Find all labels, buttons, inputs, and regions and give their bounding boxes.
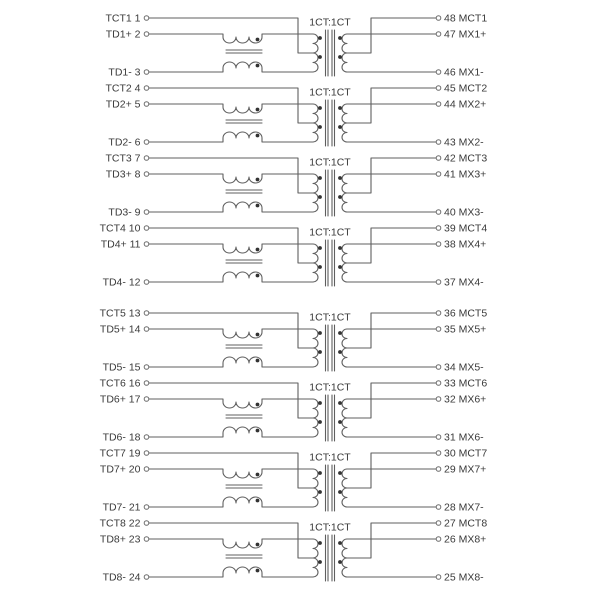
polarity-dot [256,499,260,503]
pin-label-right: 33 MCT6 [444,377,488,390]
pin-terminal [436,435,441,440]
pin-label-left: TD1+ 2 [105,28,141,41]
pin-label-right: 46 MX1- [444,66,484,79]
wire-mct [347,228,436,263]
polarity-dot [338,55,342,59]
choke-top-winding [149,34,313,43]
pin-terminal [144,435,149,440]
pin-label-left: TD8+ 23 [99,533,141,546]
common-mode-choke [149,104,313,142]
polarity-dot [318,541,322,545]
pin-label-left: TCT4 10 [99,222,141,235]
choke-bottom-winding [149,62,313,72]
polarity-dot [256,248,260,252]
common-mode-choke [149,539,313,577]
wire-tct [149,158,313,193]
polarity-dot [318,246,322,250]
transformer [309,452,351,512]
choke-top-winding [149,174,313,183]
pin-label-right: 42 MCT3 [444,152,488,165]
transformer-ratio-label: 1CT:1CT [309,156,351,169]
pin-terminal [436,16,441,21]
pin-label-right: 31 MX6- [444,431,484,444]
secondary-winding [342,399,347,437]
polarity-dot [256,38,260,42]
pin-label-left: TCT1 1 [105,12,141,25]
transformer [309,227,351,287]
polarity-dot [338,106,342,110]
pin-label-left: TD2+ 5 [105,98,141,111]
pin-label-left: TCT8 22 [99,517,141,530]
wire-mct [347,383,436,418]
pin-terminal [144,16,149,21]
polarity-dot [318,265,322,269]
pin-label-right: 36 MCT5 [444,307,488,320]
pin-label-left: TD2- 6 [108,136,141,149]
polarity-dot [256,543,260,547]
pin-terminal [144,156,149,161]
polarity-dot [256,429,260,433]
pin-label-left: TD3+ 8 [105,168,141,181]
wire-tct [149,228,313,263]
pin-terminal [144,381,149,386]
transformer [309,522,351,582]
pin-terminal [144,467,149,472]
pin-terminal [144,365,149,370]
common-mode-choke [149,329,313,367]
polarity-dot [318,560,322,564]
polarity-dot [256,473,260,477]
pin-terminal [144,226,149,231]
pin-label-right: 45 MCT2 [444,82,488,95]
pin-terminal [144,505,149,510]
pin-terminal [436,156,441,161]
pin-label-left: TD6- 18 [102,431,141,444]
pin-label-right: 37 MX4- [444,276,484,289]
pin-terminal [436,327,441,332]
choke-bottom-winding [149,427,313,437]
transformer [309,312,351,372]
transformer-ratio-label: 1CT:1CT [309,16,351,29]
pin-label-left: TD8- 24 [102,571,141,584]
polarity-dot [256,134,260,138]
secondary-winding [342,104,347,142]
primary-winding [313,539,318,577]
wire-tct [149,18,313,53]
common-mode-choke [149,244,313,282]
channel-group [100,308,488,374]
polarity-dot [338,125,342,129]
pin-terminal [144,327,149,332]
pin-label-left: TCT7 19 [99,447,141,460]
pin-label-left: TD7- 21 [102,501,141,514]
pin-label-right: 38 MX4+ [444,238,487,251]
pin-label-left: TCT6 16 [99,377,141,390]
channel-group [100,223,488,289]
transformer-ratio-label: 1CT:1CT [309,311,351,324]
pin-terminal [436,172,441,177]
polarity-dot [256,569,260,573]
pin-label-left: TCT3 7 [105,152,141,165]
pin-terminal [436,242,441,247]
common-mode-choke [149,399,313,437]
pin-terminal [144,311,149,316]
polarity-dot [256,178,260,182]
polarity-dot [338,36,342,40]
choke-bottom-winding [149,567,313,577]
pin-label-right: 34 MX5- [444,361,484,374]
pin-terminal [144,86,149,91]
pin-label-left: TD6+ 17 [99,393,141,406]
pin-label-right: 44 MX2+ [444,98,487,111]
choke-top-winding [149,539,313,548]
pin-terminal [436,86,441,91]
pin-terminal [436,365,441,370]
primary-winding [313,469,318,507]
secondary-winding [342,329,347,367]
pin-terminal [436,505,441,510]
polarity-dot [338,246,342,250]
channel-group [105,13,487,79]
polarity-dot [338,420,342,424]
pin-label-left: TD5+ 14 [99,323,141,336]
pin-label-right: 47 MX1+ [444,28,487,41]
polarity-dot [256,108,260,112]
secondary-winding [342,244,347,282]
polarity-dot [338,350,342,354]
pin-label-right: 39 MCT4 [444,222,488,235]
pin-label-right: 48 MCT1 [444,12,488,25]
polarity-dot [256,333,260,337]
pin-label-left: TD5- 15 [102,361,141,374]
pin-terminal [436,102,441,107]
polarity-dot [338,195,342,199]
pin-terminal [144,32,149,37]
pin-terminal [144,575,149,580]
wire-mct [347,523,436,558]
transformer-ratio-label: 1CT:1CT [309,381,351,394]
pin-terminal [144,70,149,75]
pin-label-right: 27 MCT8 [444,517,488,530]
wire-mct [347,158,436,193]
secondary-winding [342,469,347,507]
primary-winding [313,329,318,367]
polarity-dot [318,176,322,180]
pin-terminal [436,226,441,231]
pin-terminal [436,210,441,215]
pin-terminal [436,451,441,456]
primary-winding [313,104,318,142]
common-mode-choke [149,174,313,212]
channel-group [105,153,487,219]
pin-terminal [144,451,149,456]
choke-bottom-winding [149,132,313,142]
channel-group [100,448,488,514]
pin-terminal [436,70,441,75]
polarity-dot [338,490,342,494]
choke-bottom-winding [149,272,313,282]
channel-group [105,83,487,149]
pin-label-left: TD7+ 20 [99,463,141,476]
wire-mct [347,313,436,348]
pin-terminal [436,280,441,285]
pin-label-right: 29 MX7+ [444,463,487,476]
pin-terminal [436,521,441,526]
pin-label-right: 28 MX7- [444,501,484,514]
polarity-dot [318,106,322,110]
transformer-ratio-label: 1CT:1CT [309,451,351,464]
pin-terminal [144,242,149,247]
common-mode-choke [149,34,313,72]
polarity-dot [318,125,322,129]
choke-top-winding [149,329,313,338]
polarity-dot [338,265,342,269]
polarity-dot [338,471,342,475]
common-mode-choke [149,469,313,507]
pin-label-right: 25 MX8- [444,571,484,584]
pin-terminal [436,537,441,542]
channel-group [100,378,488,444]
choke-bottom-winding [149,202,313,212]
secondary-winding [342,539,347,577]
pin-terminal [144,280,149,285]
pin-label-left: TCT5 13 [99,307,141,320]
polarity-dot [318,420,322,424]
polarity-dot [318,331,322,335]
pin-terminal [436,140,441,145]
primary-winding [313,244,318,282]
choke-top-winding [149,244,313,253]
wire-tct [149,523,313,558]
primary-winding [313,174,318,212]
wire-mct [347,18,436,53]
pin-terminal [144,521,149,526]
wire-tct [149,88,313,123]
polarity-dot [318,471,322,475]
transformer-ratio-label: 1CT:1CT [309,521,351,534]
pin-terminal [436,397,441,402]
pin-terminal [436,381,441,386]
transformer [309,157,351,217]
polarity-dot [318,36,322,40]
polarity-dot [338,541,342,545]
polarity-dot [338,176,342,180]
polarity-dot [338,331,342,335]
transformer-ratio-label: 1CT:1CT [309,226,351,239]
pin-terminal [436,467,441,472]
secondary-winding [342,174,347,212]
pin-terminal [436,32,441,37]
pin-label-right: 30 MCT7 [444,447,488,460]
polarity-dot [256,274,260,278]
transformer-ratio-label: 1CT:1CT [309,86,351,99]
polarity-dot [318,401,322,405]
pin-terminal [144,172,149,177]
pin-terminal [144,397,149,402]
pin-terminal [436,311,441,316]
polarity-dot [256,204,260,208]
polarity-dot [318,195,322,199]
transformer [309,87,351,147]
pin-label-right: 26 MX8+ [444,533,487,546]
wire-tct [149,453,313,488]
polarity-dot [256,359,260,363]
pin-label-left: TD3- 9 [108,206,141,219]
pin-label-left: TCT2 4 [105,82,141,95]
pin-label-right: 43 MX2- [444,136,484,149]
polarity-dot [256,403,260,407]
wire-tct [149,313,313,348]
polarity-dot [318,490,322,494]
pin-terminal [144,210,149,215]
polarity-dot [256,64,260,68]
choke-top-winding [149,469,313,478]
wire-tct [149,383,313,418]
choke-bottom-winding [149,497,313,507]
pin-label-right: 32 MX6+ [444,393,487,406]
polarity-dot [338,401,342,405]
pin-label-left: TD4- 12 [102,276,141,289]
transformer [309,17,351,77]
polarity-dot [318,55,322,59]
pin-terminal [144,140,149,145]
choke-bottom-winding [149,357,313,367]
secondary-winding [342,34,347,72]
choke-top-winding [149,399,313,408]
pin-label-left: TD4+ 11 [100,238,141,251]
pin-label-left: TD1- 3 [108,66,141,79]
pin-label-right: 35 MX5+ [444,323,487,336]
pin-terminal [144,102,149,107]
wire-mct [347,453,436,488]
wire-mct [347,88,436,123]
transformer [309,382,351,442]
pin-terminal [436,575,441,580]
channel-group [100,518,488,584]
pin-label-right: 41 MX3+ [444,168,487,181]
polarity-dot [338,560,342,564]
primary-winding [313,34,318,72]
pin-label-right: 40 MX3- [444,206,484,219]
polarity-dot [318,350,322,354]
choke-top-winding [149,104,313,113]
primary-winding [313,399,318,437]
pin-terminal [144,537,149,542]
